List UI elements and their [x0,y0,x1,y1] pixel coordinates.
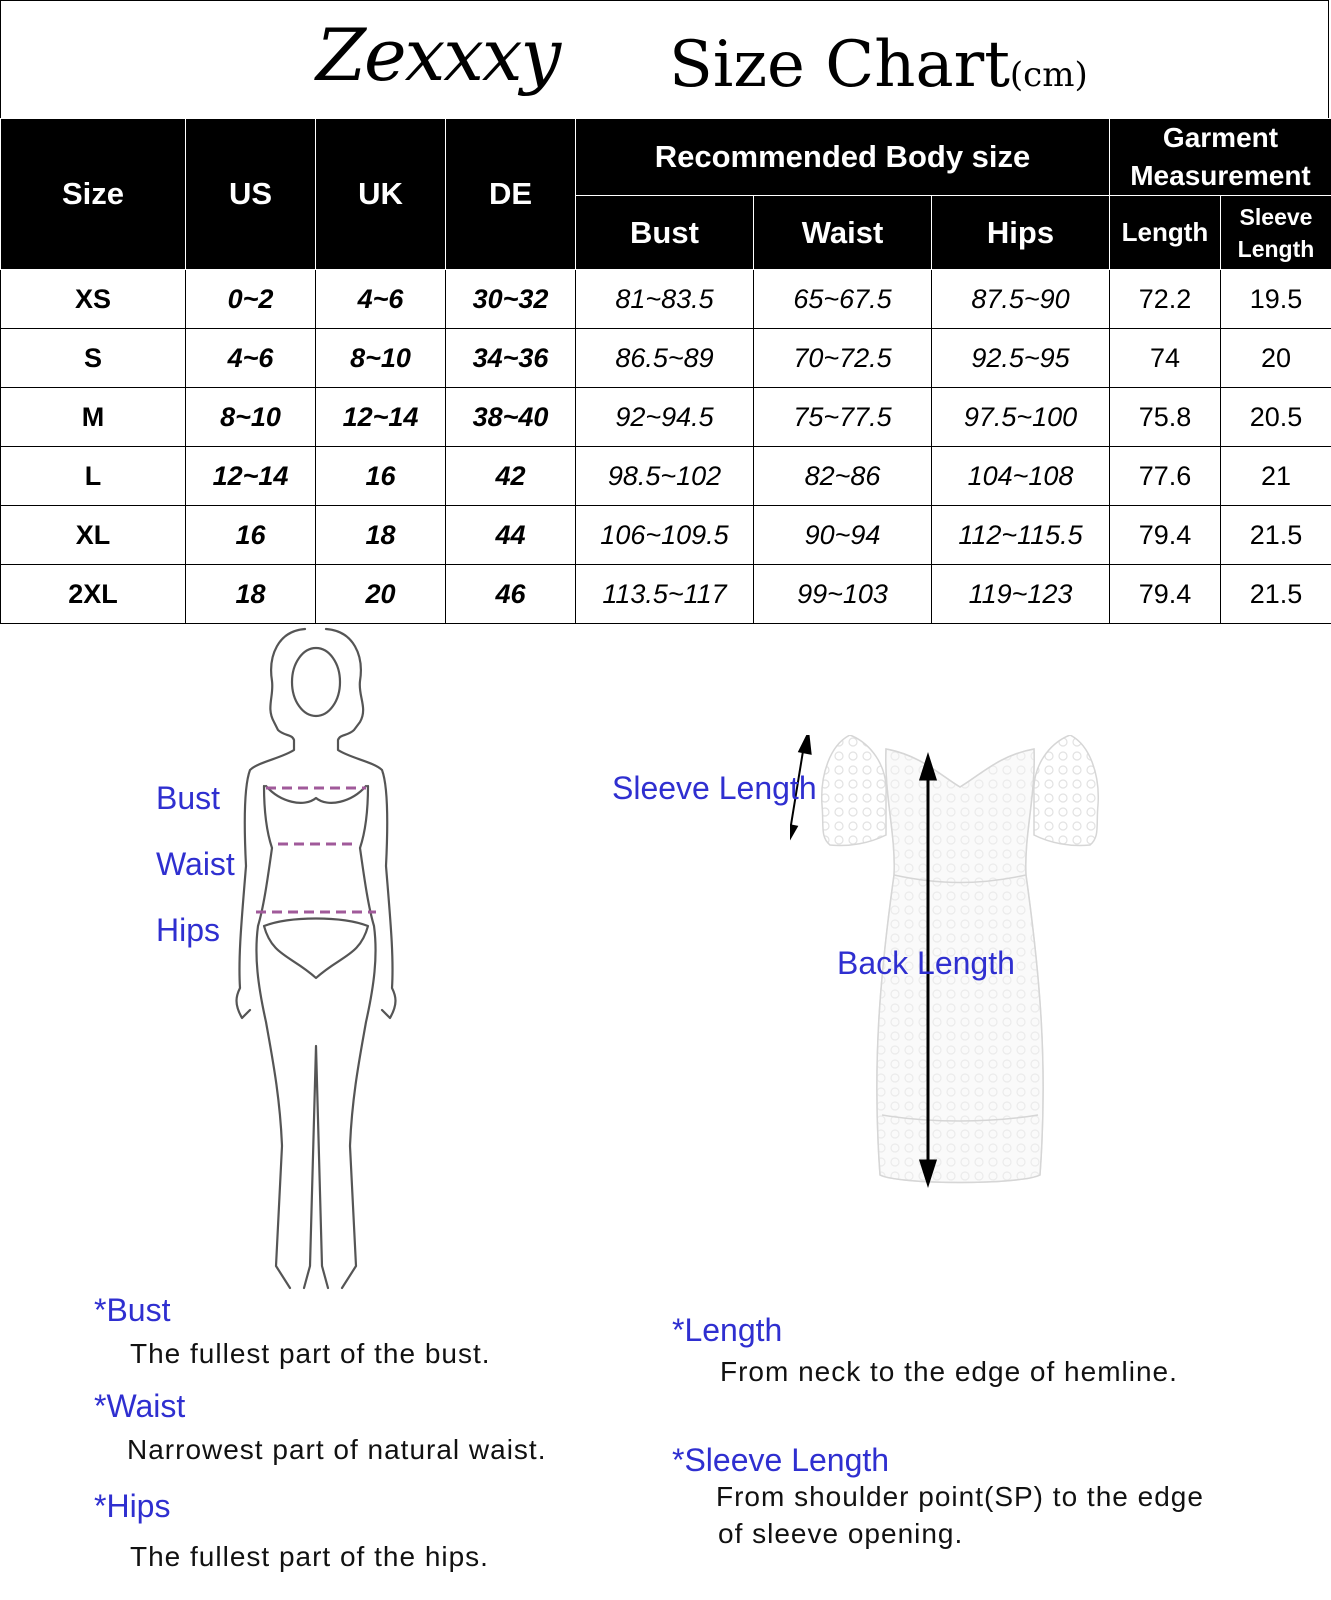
cell-length: 72.2 [1110,270,1221,329]
figure-label-hips: Hips [156,912,221,948]
cell-de: 46 [446,565,576,624]
cell-size: XL [1,506,186,565]
cell-hips: 92.5~95 [932,329,1110,388]
cell-uk: 12~14 [316,388,446,447]
table-row [1,388,1331,447]
cell-size: S [1,329,186,388]
cell-bust: 92~94.5 [576,388,754,447]
header-hips: Hips [932,196,1110,270]
page-title [669,25,1088,115]
chart-header [0,0,1329,118]
cell-de: 30~32 [446,270,576,329]
figure-label-back-length: Back Length [837,945,1015,981]
cell-waist: 75~77.5 [754,388,932,447]
note-text-length: From neck to the edge of hemline. [720,1356,1178,1387]
cell-uk: 4~6 [316,270,446,329]
note-title-length: *Length [672,1312,783,1348]
cell-size: L [1,447,186,506]
note-title-hips: *Hips [94,1488,171,1524]
note-title-sleeve-length: *Sleeve Length [672,1442,890,1478]
header-bust: Bust [576,196,754,270]
cell-waist: 90~94 [754,506,932,565]
note-text-sleeve-length-2: of sleeve opening. [718,1518,964,1549]
cell-sleeve-length: 20.5 [1221,388,1331,447]
cell-us: 12~14 [186,447,316,506]
figure-label-waist: Waist [156,846,235,882]
cell-bust: 113.5~117 [576,565,754,624]
cell-uk: 18 [316,506,446,565]
brand-logo [316,15,559,95]
header-garment: Garment Measurement [1110,119,1331,196]
cell-length: 77.6 [1110,447,1221,506]
cell-waist: 65~67.5 [754,270,932,329]
title-unit: (cm) [1009,55,1088,95]
cell-sleeve-length: 20 [1221,329,1331,388]
cell-de: 34~36 [446,329,576,388]
cell-size: M [1,388,186,447]
cell-sleeve-length: 21 [1221,447,1331,506]
cell-hips: 87.5~90 [932,270,1110,329]
cell-us: 4~6 [186,329,316,388]
cell-length: 79.4 [1110,506,1221,565]
cell-sleeve-length: 19.5 [1221,270,1331,329]
cell-uk: 8~10 [316,329,446,388]
note-text-waist: Narrowest part of natural waist. [127,1434,547,1465]
cell-us: 0~2 [186,270,316,329]
cell-hips: 119~123 [932,565,1110,624]
cell-bust: 106~109.5 [576,506,754,565]
header-us: US [186,119,316,270]
cell-waist: 99~103 [754,565,932,624]
note-text-hips: The fullest part of the hips. [130,1541,489,1572]
cell-bust: 98.5~102 [576,447,754,506]
cell-length: 75.8 [1110,388,1221,447]
cell-length: 74 [1110,329,1221,388]
cell-uk: 16 [316,447,446,506]
header-size: Size [1,119,186,270]
cell-de: 38~40 [446,388,576,447]
table-row [1,565,1331,624]
table-row [1,447,1331,506]
cell-bust: 81~83.5 [576,270,754,329]
header-uk: UK [316,119,446,270]
cell-hips: 112~115.5 [932,506,1110,565]
header-de: DE [446,119,576,270]
cell-bust: 86.5~89 [576,329,754,388]
header-sleeve-length: Sleeve Length [1221,196,1331,270]
header-length: Length [1110,196,1221,270]
brand-name: Zexxxy [316,13,560,97]
header-waist: Waist [754,196,932,270]
cell-waist: 70~72.5 [754,329,932,388]
cell-sleeve-length: 21.5 [1221,565,1331,624]
cell-de: 42 [446,447,576,506]
title-text: Size Chart [669,28,1010,102]
figure-label-bust: Bust [156,780,221,816]
cell-hips: 104~108 [932,447,1110,506]
cell-us: 18 [186,565,316,624]
cell-hips: 97.5~100 [932,388,1110,447]
body-figure [230,626,415,1291]
figure-label-sleeve-length: Sleeve Length [612,770,817,806]
cell-sleeve-length: 21.5 [1221,506,1331,565]
note-title-bust: *Bust [94,1292,171,1328]
cell-waist: 82~86 [754,447,932,506]
cell-size: XS [1,270,186,329]
table-row [1,329,1331,388]
cell-size: 2XL [1,565,186,624]
cell-uk: 20 [316,565,446,624]
note-text-bust: The fullest part of the bust. [130,1338,491,1369]
table-row [1,270,1331,329]
cell-us: 8~10 [186,388,316,447]
header-body-size: Recommended Body size [576,119,1110,196]
cell-length: 79.4 [1110,565,1221,624]
note-text-sleeve-length-1: From shoulder point(SP) to the edge [716,1481,1204,1512]
size-table-body [1,270,1331,624]
note-title-waist: *Waist [94,1388,186,1424]
cell-us: 16 [186,506,316,565]
table-row [1,506,1331,565]
cell-de: 44 [446,506,576,565]
size-table [0,118,1331,624]
